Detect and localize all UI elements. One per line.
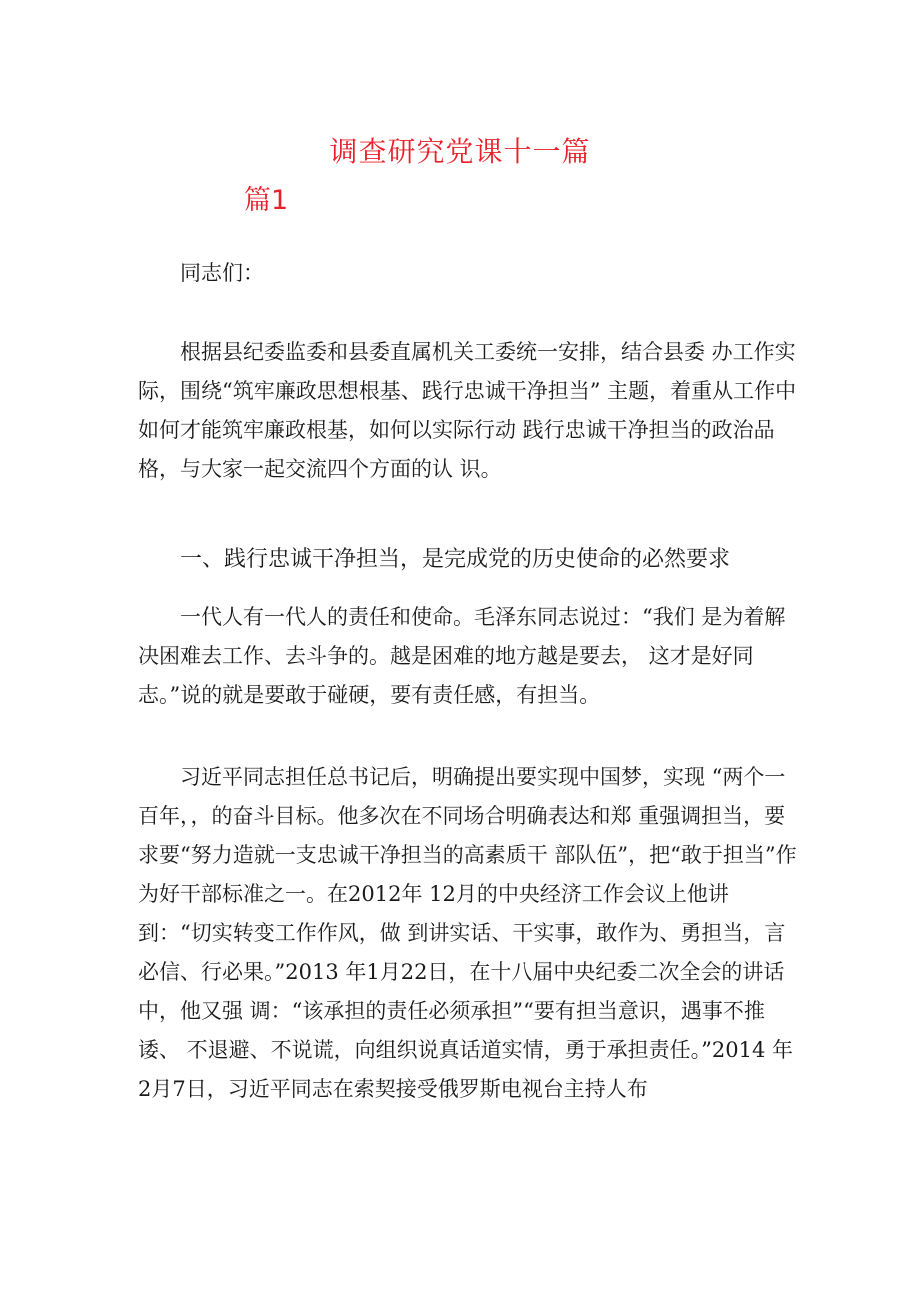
document-title: 调查研究党课十一篇 (329, 135, 591, 168)
heading-section-one: 一、践行忠诚干净担当，是完成党的历史使命的必然要求 (180, 547, 731, 572)
salutation: 同志们： (180, 261, 264, 285)
section-title: 篇1 (244, 185, 289, 216)
paragraph-xi-responsibility: 习近平同志担任总书记后，明确提出要实现中国梦，实现 “两个一百年，，的奋斗目标。他多次在不同场合明确表达和郑 重强调担当，要求要“努力造就一支忠诚干净担当的高素质干 部队伍”，把“敢于担当”作为好干部标准之一。在2012年 12月的中央经济工作会议上他讲到：“切实转变工作作风，做 到讲实话、干实事，敢作为、勇担当，言必信、行必果。”2013 年1月22日，在十八届中央纪委二次全会的讲话中，他又强 调：“该承担的责任必须承担”“要有担当意识，遇事不推诿、 不退避、不说谎，向组织说真话道实情，勇于承担责任。”2014 年2月7日，习近平同志在索契接受俄罗斯电视台主持人布 (138, 765, 797, 1101)
paragraph-intro: 根据县纪委监委和县委直属机关工委统一安排，结合县委 办工作实际，围绕“筑牢廉政思想根基、践行忠诚干净担当” 主题，着重从工作中如何才能筑牢廉政根基，如何以实际行动 践行忠诚干净担当的政治品格，与大家一起交流四个方面的认 识。 (138, 340, 797, 481)
paragraph-mao-quote: 一代人有一代人的责任和使命。毛泽东同志说过：“我们 是为着解决困难去工作、去斗争的。越是困难的地方越是要去， 这才是好同志。”说的就是要敢于碰硬，要有责任感，有担当。 (138, 605, 786, 707)
